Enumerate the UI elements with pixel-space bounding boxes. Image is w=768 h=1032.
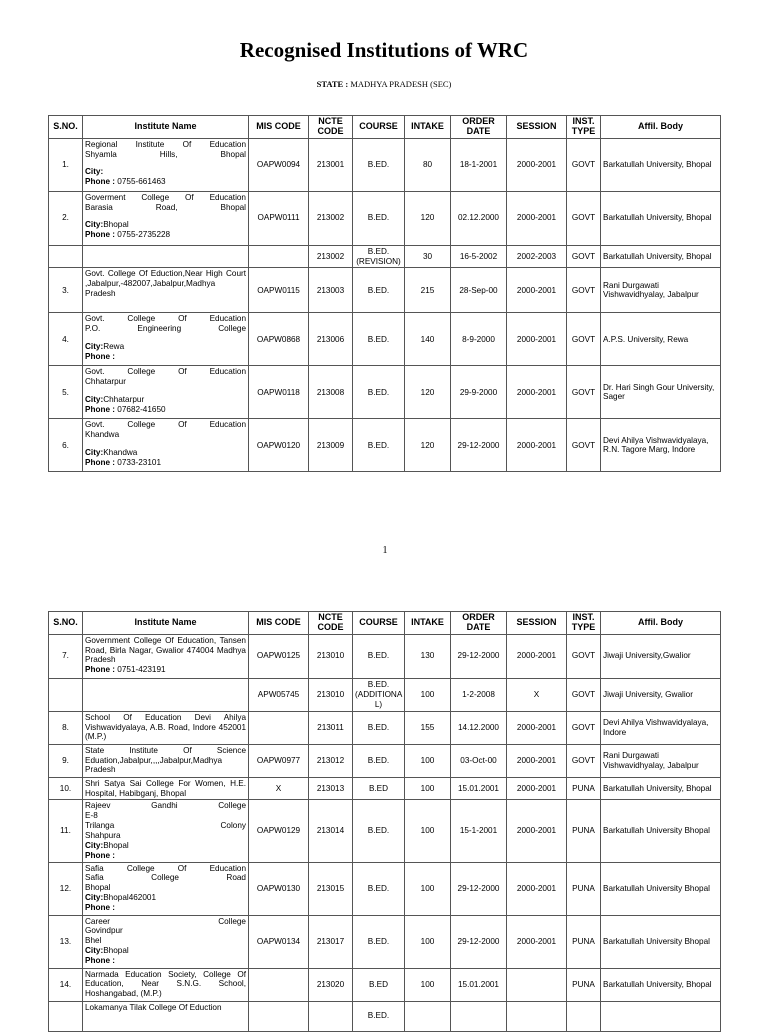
phone-label: Phone : xyxy=(85,230,118,240)
institute-name-line: E-8 xyxy=(85,811,98,821)
table-body xyxy=(49,634,721,1031)
institute-name-cell xyxy=(83,711,249,744)
sno-cell: 1. xyxy=(49,138,83,191)
header-affil-body: Affil. Body xyxy=(601,612,721,635)
city-line xyxy=(85,395,246,405)
phone-label: Phone : xyxy=(85,665,118,675)
city-label: City: xyxy=(85,448,104,458)
header-ncte-code: NCTE CODE xyxy=(309,116,353,139)
phone-value: 0733-23101 xyxy=(117,458,162,467)
phone-line xyxy=(85,405,246,415)
order-date-cell: 29-12-2000 xyxy=(451,915,507,968)
phone-label: Phone : xyxy=(85,458,118,467)
session-cell: 2000-2001 xyxy=(507,191,567,245)
institute-name-line: Trilanga Colony xyxy=(85,821,246,831)
city-value: Bhopal xyxy=(103,220,129,230)
inst-type-cell: GOVT xyxy=(567,191,601,245)
session-cell: 2000-2001 xyxy=(507,915,567,968)
session-cell: 2000-2001 xyxy=(507,711,567,744)
order-date-cell: 03-Oct-00 xyxy=(451,744,507,777)
institute-name-line: Lokamanya Tilak College Of Eduction xyxy=(85,1002,222,1012)
sno-cell: 4. xyxy=(49,313,83,366)
table-header-row xyxy=(49,116,721,139)
phone-label: Phone : xyxy=(85,850,116,860)
ncte-code-cell: 213009 xyxy=(309,419,353,472)
city-line xyxy=(85,448,246,458)
session-cell: 2000-2001 xyxy=(507,800,567,862)
course-cell: B.ED. (ADDITIONA L) xyxy=(353,678,405,711)
order-date-cell: 29-12-2000 xyxy=(451,634,507,678)
phone-label: Phone : xyxy=(85,405,118,414)
intake-cell: 100 xyxy=(405,800,451,862)
institute-name-line: Bhopal xyxy=(85,883,111,893)
intake-cell: 120 xyxy=(405,366,451,419)
order-date-cell: 29-12-2000 xyxy=(451,862,507,915)
affil-body-cell: Dr. Hari Singh Gour University, Sager xyxy=(601,366,721,419)
session-cell: X xyxy=(507,678,567,711)
course-cell: B.ED. xyxy=(353,634,405,678)
inst-type-cell: GOVT xyxy=(567,678,601,711)
city-value: Khandwa xyxy=(103,448,138,458)
name-spacer xyxy=(85,334,246,342)
order-date-cell: 8-9-2000 xyxy=(451,313,507,366)
sno-cell: 8. xyxy=(49,711,83,744)
course-cell: B.ED. xyxy=(353,711,405,744)
page-title: Recognised Institutions of WRC xyxy=(239,38,529,62)
name-spacer xyxy=(85,159,246,167)
inst-type-cell: GOVT xyxy=(567,313,601,366)
institute-name-line: Chhatarpur xyxy=(85,377,126,387)
mis-code-cell: OAPW0094 xyxy=(249,138,309,191)
affil-body-cell: Jiwaji University, Gwalior xyxy=(601,678,721,711)
ncte-code-cell: 213012 xyxy=(309,744,353,777)
mis-code-cell: APW05745 xyxy=(249,678,309,711)
table-row xyxy=(49,245,721,268)
table-row xyxy=(49,1001,721,1031)
mis-code-cell: OAPW0125 xyxy=(249,634,309,678)
header-sno: S.NO. xyxy=(49,116,83,139)
institute-name-line: Khandwa xyxy=(85,430,120,440)
course-cell: B.ED. xyxy=(353,744,405,777)
institute-name-line: Government College Of Education, Tansen Road, Birla Nagar, Gwalior 474004 Madhya Pradesh xyxy=(85,635,246,665)
header-sno: S.NO. xyxy=(49,612,83,635)
phone-line xyxy=(85,230,246,240)
city-label: City: xyxy=(85,840,104,850)
course-cell: B.ED xyxy=(353,777,405,800)
affil-body-cell: Barkatullah University Bhopal xyxy=(601,800,721,862)
table-row xyxy=(49,419,721,472)
state-line xyxy=(0,79,768,89)
session-cell: 2000-2001 xyxy=(507,634,567,678)
table-row xyxy=(49,777,721,800)
name-spacer xyxy=(85,440,246,448)
affil-body-cell: Barkatullah University, Bhopal xyxy=(601,245,721,268)
inst-type-cell: GOVT xyxy=(567,268,601,313)
table-row xyxy=(49,800,721,862)
phone-label: Phone : xyxy=(85,177,118,187)
intake-cell: 100 xyxy=(405,678,451,711)
institute-name-line: Barasia Road, Bhopal xyxy=(85,202,246,212)
city-line xyxy=(85,220,246,230)
ncte-code-cell: 213008 xyxy=(309,366,353,419)
institute-name-cell xyxy=(83,1001,249,1031)
mis-code-cell: OAPW0868 xyxy=(249,313,309,366)
affil-body-cell: Devi Ahilya Vishwavidyalaya, Indore xyxy=(601,711,721,744)
city-value: Bhopal xyxy=(103,840,129,850)
ncte-code-cell: 213013 xyxy=(309,777,353,800)
phone-line xyxy=(85,851,246,861)
name-spacer xyxy=(85,212,246,220)
affil-body-cell: Devi Ahilya Vishwavidyalaya, R.N. Tagore Marg, Indore xyxy=(601,419,721,472)
order-date-cell: 1-2-2008 xyxy=(451,678,507,711)
institute-name-line: Narmada Education Society, College Of Education, Near S.N.G. School, Hoshangabad, (M.P.) xyxy=(85,969,246,999)
ncte-code-cell: 213001 xyxy=(309,138,353,191)
city-value: Rewa xyxy=(103,342,125,352)
order-date-cell: 29-9-2000 xyxy=(451,366,507,419)
course-cell: B.ED. (REVISION) xyxy=(353,245,405,268)
city-label: City: xyxy=(85,342,104,352)
institute-name-cell xyxy=(83,138,249,191)
ncte-code-cell: 213017 xyxy=(309,915,353,968)
phone-value: 07682-41650 xyxy=(117,405,166,414)
affil-body-cell: Barkatullah University Bhopal xyxy=(601,862,721,915)
header-ncte-code: NCTE CODE xyxy=(309,612,353,635)
affil-body-cell: A.P.S. University, Rewa xyxy=(601,313,721,366)
order-date-cell: 14.12.2000 xyxy=(451,711,507,744)
phone-label: Phone : xyxy=(85,902,116,912)
intake-cell: 100 xyxy=(405,777,451,800)
institute-name-line: P.O. Engineering College xyxy=(85,324,246,334)
order-date-cell: 02.12.2000 xyxy=(451,191,507,245)
course-cell: B.ED. xyxy=(353,313,405,366)
institute-name-line: School Of Education Devi Ahilya Vishwavidyalaya, A.B. Road, Indore 452001 (M.P.) xyxy=(85,712,246,742)
affil-body-cell: Barkatullah University, Bhopal xyxy=(601,191,721,245)
sno-cell: 3. xyxy=(49,268,83,313)
course-cell: B.ED. xyxy=(353,191,405,245)
session-cell: 2000-2001 xyxy=(507,419,567,472)
header-institute-name: Institute Name xyxy=(83,612,249,635)
institute-name-cell xyxy=(83,366,249,419)
phone-line xyxy=(85,458,246,468)
header-session: SESSION xyxy=(507,116,567,139)
affil-body-cell: Barkatullah University, Bhopal xyxy=(601,138,721,191)
table-body xyxy=(49,138,721,472)
course-cell: B.ED. xyxy=(353,862,405,915)
affil-body-cell: Barkatullah University, Bhopal xyxy=(601,777,721,800)
order-date-cell: 29-12-2000 xyxy=(451,419,507,472)
sno-cell: 9. xyxy=(49,744,83,777)
ncte-code-cell xyxy=(309,1001,353,1031)
inst-type-cell: GOVT xyxy=(567,245,601,268)
mis-code-cell: OAPW0977 xyxy=(249,744,309,777)
table-row xyxy=(49,915,721,968)
institute-name-line: Shahpura xyxy=(85,831,121,840)
phone-line xyxy=(85,956,246,966)
affil-body-cell: Rani Durgawati Vishwavidhyalay, Jabalpur xyxy=(601,268,721,313)
header-course: COURSE xyxy=(353,612,405,635)
institute-name-line: State Institute Of Science Eduation,Jabalpur,,,,Jabalpur,Madhya Pradesh xyxy=(85,745,246,775)
sno-cell xyxy=(49,1001,83,1031)
table-row xyxy=(49,634,721,678)
table-row xyxy=(49,366,721,419)
phone-value: 0751-423191 xyxy=(117,665,166,675)
intake-cell xyxy=(405,1001,451,1031)
institute-name-line: Shyamla Hills, Bhopal xyxy=(85,149,246,159)
inst-type-cell: PUNA xyxy=(567,777,601,800)
institute-name-line: Safia College Of Education xyxy=(85,863,246,873)
session-cell: 2000-2001 xyxy=(507,268,567,313)
intake-cell: 30 xyxy=(405,245,451,268)
ncte-code-cell: 213002 xyxy=(309,191,353,245)
mis-code-cell: OAPW0129 xyxy=(249,800,309,862)
order-date-cell: 15-1-2001 xyxy=(451,800,507,862)
intake-cell: 120 xyxy=(405,419,451,472)
institute-name-line: Govt. College Of Education xyxy=(85,367,246,377)
affil-body-cell: Barkatullah University Bhopal xyxy=(601,915,721,968)
institute-name-line: Govt. College Of Eduction,Near High Court ,Jabalpur,-482007,Jabalpur,Madhya Pradesh xyxy=(85,269,246,299)
inst-type-cell: GOVT xyxy=(567,138,601,191)
sno-cell: 6. xyxy=(49,419,83,472)
inst-type-cell: PUNA xyxy=(567,862,601,915)
header-inst-type: INST. TYPE xyxy=(567,612,601,635)
mis-code-cell xyxy=(249,245,309,268)
phone-value: 0755-661463 xyxy=(117,177,166,187)
institute-name-cell xyxy=(83,777,249,800)
sno-cell: 11. xyxy=(49,800,83,862)
sno-cell: 13. xyxy=(49,915,83,968)
city-value: Bhopal xyxy=(103,946,129,956)
mis-code-cell xyxy=(249,1001,309,1031)
institute-name-line: Govindpur xyxy=(85,926,123,936)
institute-name-cell xyxy=(83,800,249,862)
ncte-code-cell: 213011 xyxy=(309,711,353,744)
ncte-code-cell: 213003 xyxy=(309,268,353,313)
institute-name-cell xyxy=(83,268,249,313)
intake-cell: 130 xyxy=(405,634,451,678)
city-label: City: xyxy=(85,946,104,956)
mis-code-cell: OAPW0130 xyxy=(249,862,309,915)
institute-name-line: Govt. College Of Education xyxy=(85,314,246,324)
phone-line xyxy=(85,903,246,913)
sno-cell: 5. xyxy=(49,366,83,419)
mis-code-cell: OAPW0134 xyxy=(249,915,309,968)
sno-cell: 2. xyxy=(49,191,83,245)
phone-line xyxy=(85,177,246,187)
state-label: STATE : xyxy=(316,79,349,89)
mis-code-cell: X xyxy=(249,777,309,800)
phone-line xyxy=(85,352,246,362)
institute-name-line: Safia College Road xyxy=(85,873,246,883)
course-cell: B.ED. xyxy=(353,366,405,419)
institute-name-cell xyxy=(83,862,249,915)
sno-cell: 10. xyxy=(49,777,83,800)
table-row xyxy=(49,678,721,711)
institute-name-cell xyxy=(83,191,249,245)
institute-name-cell xyxy=(83,634,249,678)
institute-name-line: Regional Institute Of Education xyxy=(85,139,246,149)
header-course: COURSE xyxy=(353,116,405,139)
mis-code-cell: OAPW0111 xyxy=(249,191,309,245)
inst-type-cell: PUNA xyxy=(567,800,601,862)
course-cell: B.ED. xyxy=(353,915,405,968)
inst-type-cell: PUNA xyxy=(567,915,601,968)
intake-cell: 80 xyxy=(405,138,451,191)
sno-cell xyxy=(49,245,83,268)
sno-cell: 14. xyxy=(49,968,83,1001)
header-order-date: ORDER DATE xyxy=(451,116,507,139)
affil-body-cell: Jiwaji University,Gwalior xyxy=(601,634,721,678)
institute-name-line: Shri Satya Sai College For Women, H.E. Hospital, Habibganj, Bhopal xyxy=(85,778,246,798)
institutions-table-2 xyxy=(48,611,721,1032)
order-date-cell: 18-1-2001 xyxy=(451,138,507,191)
inst-type-cell: PUNA xyxy=(567,968,601,1001)
name-spacer xyxy=(85,387,246,395)
session-cell xyxy=(507,1001,567,1031)
mis-code-cell: OAPW0118 xyxy=(249,366,309,419)
order-date-cell: 28-Sep-00 xyxy=(451,268,507,313)
city-line xyxy=(85,946,246,956)
course-cell: B.ED xyxy=(353,968,405,1001)
session-cell: 2000-2001 xyxy=(507,777,567,800)
institute-name-line: Bhel xyxy=(85,936,102,946)
session-cell: 2000-2001 xyxy=(507,138,567,191)
header-mis-code: MIS CODE xyxy=(249,612,309,635)
header-session: SESSION xyxy=(507,612,567,635)
mis-code-cell xyxy=(249,968,309,1001)
city-label: City: xyxy=(85,893,104,903)
ncte-code-cell: 213010 xyxy=(309,634,353,678)
page-number: 1 xyxy=(382,545,388,556)
table-row xyxy=(49,313,721,366)
city-label: City: xyxy=(85,167,104,177)
order-date-cell: 15.01.2001 xyxy=(451,968,507,1001)
course-cell: B.ED. xyxy=(353,1001,405,1031)
order-date-cell: 16-5-2002 xyxy=(451,245,507,268)
institute-name-cell xyxy=(83,245,249,268)
city-value: Bhopal462001 xyxy=(103,893,157,903)
affil-body-cell xyxy=(601,1001,721,1031)
table-row xyxy=(49,268,721,313)
order-date-cell: 15.01.2001 xyxy=(451,777,507,800)
ncte-code-cell: 213006 xyxy=(309,313,353,366)
header-order-date: ORDER DATE xyxy=(451,612,507,635)
header-inst-type: INST. TYPE xyxy=(567,116,601,139)
ncte-code-cell: 213020 xyxy=(309,968,353,1001)
affil-body-cell: Rani Durgawati Vishwavidhyalay, Jabalpur xyxy=(601,744,721,777)
institute-name-line: Career College xyxy=(85,916,246,926)
table-row xyxy=(49,711,721,744)
inst-type-cell: GOVT xyxy=(567,744,601,777)
session-cell: 2000-2001 xyxy=(507,313,567,366)
header-intake: INTAKE xyxy=(405,612,451,635)
sno-cell: 7. xyxy=(49,634,83,678)
course-cell: B.ED. xyxy=(353,800,405,862)
intake-cell: 100 xyxy=(405,915,451,968)
header-intake: INTAKE xyxy=(405,116,451,139)
table-row xyxy=(49,968,721,1001)
inst-type-cell: GOVT xyxy=(567,419,601,472)
intake-cell: 100 xyxy=(405,968,451,1001)
table-row xyxy=(49,138,721,191)
phone-value: 0755-2735228 xyxy=(117,230,171,240)
order-date-cell xyxy=(451,1001,507,1031)
intake-cell: 215 xyxy=(405,268,451,313)
inst-type-cell: GOVT xyxy=(567,711,601,744)
table-header-row xyxy=(49,612,721,635)
city-line xyxy=(85,841,246,851)
sno-cell xyxy=(49,678,83,711)
institute-name-line: Rajeev Gandhi College xyxy=(85,801,246,811)
institute-name-cell xyxy=(83,968,249,1001)
institute-name-line: Goverment College Of Education xyxy=(85,192,246,202)
session-cell: 2000-2001 xyxy=(507,862,567,915)
institute-name-cell xyxy=(83,915,249,968)
mis-code-cell: OAPW0115 xyxy=(249,268,309,313)
phone-label: Phone : xyxy=(85,352,116,361)
table-row xyxy=(49,862,721,915)
intake-cell: 100 xyxy=(405,862,451,915)
affil-body-cell: Barkatullah University, Bhopal xyxy=(601,968,721,1001)
course-cell: B.ED. xyxy=(353,419,405,472)
state-value: MADHYA PRADESH (SEC) xyxy=(350,79,452,89)
session-cell: 2002-2003 xyxy=(507,245,567,268)
header-affil-body: Affil. Body xyxy=(601,116,721,139)
intake-cell: 155 xyxy=(405,711,451,744)
institutions-table-1 xyxy=(48,115,721,472)
phone-line xyxy=(85,665,246,675)
institute-name-cell xyxy=(83,678,249,711)
course-cell: B.ED. xyxy=(353,138,405,191)
city-line xyxy=(85,167,246,177)
inst-type-cell: GOVT xyxy=(567,634,601,678)
city-value: Chhatarpur xyxy=(103,395,145,405)
intake-cell: 140 xyxy=(405,313,451,366)
institute-name-line: Govt. College Of Education xyxy=(85,420,246,430)
institute-name-cell xyxy=(83,313,249,366)
inst-type-cell: GOVT xyxy=(567,366,601,419)
phone-label: Phone : xyxy=(85,955,116,965)
mis-code-cell xyxy=(249,711,309,744)
city-line xyxy=(85,893,246,903)
table-row xyxy=(49,191,721,245)
session-cell: 2000-2001 xyxy=(507,744,567,777)
city-label: City: xyxy=(85,220,104,230)
header-institute-name: Institute Name xyxy=(83,116,249,139)
mis-code-cell: OAPW0120 xyxy=(249,419,309,472)
city-line xyxy=(85,342,246,352)
header-mis-code: MIS CODE xyxy=(249,116,309,139)
session-cell: 2000-2001 xyxy=(507,366,567,419)
institute-name-cell xyxy=(83,744,249,777)
ncte-code-cell: 213002 xyxy=(309,245,353,268)
inst-type-cell xyxy=(567,1001,601,1031)
session-cell xyxy=(507,968,567,1001)
course-cell: B.ED. xyxy=(353,268,405,313)
ncte-code-cell: 213015 xyxy=(309,862,353,915)
intake-cell: 120 xyxy=(405,191,451,245)
ncte-code-cell: 213010 xyxy=(309,678,353,711)
institute-name-cell xyxy=(83,419,249,472)
city-label: City: xyxy=(85,395,104,405)
sno-cell: 12. xyxy=(49,862,83,915)
table-row xyxy=(49,744,721,777)
intake-cell: 100 xyxy=(405,744,451,777)
ncte-code-cell: 213014 xyxy=(309,800,353,862)
